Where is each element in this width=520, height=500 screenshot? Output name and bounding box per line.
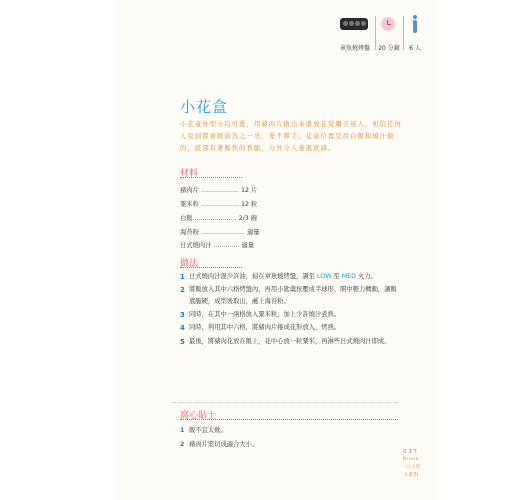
- step-text: [189, 271, 400, 283]
- header-divider: [403, 16, 404, 50]
- ingredients-underline: [180, 177, 242, 178]
- person-icon: [413, 15, 417, 33]
- book-title-line: 大派對: [403, 473, 419, 478]
- ingredient-dots: ...................: [198, 187, 239, 194]
- ingredient-item: [180, 213, 257, 222]
- method-step: [180, 309, 400, 321]
- ingredient-dots: ...................: [198, 201, 239, 208]
- tip-item: [180, 439, 258, 448]
- book-title-line: 一口小吃: [401, 465, 421, 470]
- clock-icon: [381, 17, 395, 31]
- step-number: 4: [180, 324, 185, 332]
- step-text: 將飯放入其中六格烤盤內，再用小匙羹按壓成半球形，開中輕力轉動，讓飯底脆硬，成型後取出，蘸上海苔粉。: [189, 286, 397, 305]
- ingredient-item: [180, 199, 257, 208]
- time-label: 20 分鐘: [378, 45, 400, 52]
- step-text: 最後，將豬肉花放在飯上，花中心放一粒粟米，再淋些日式燒肉汁即成。: [189, 338, 391, 345]
- tip-text: 豬肉片需切成適合大小。: [189, 441, 259, 448]
- ingredient-item: [180, 240, 254, 249]
- page-number: 037: [403, 449, 419, 455]
- time-info: [377, 14, 401, 54]
- pan-label: 章魚燒烤盤: [339, 45, 370, 52]
- ingredient-dots: ......................: [198, 229, 245, 236]
- method-step: [180, 322, 400, 334]
- ingredient-amount: 適量: [241, 242, 255, 249]
- step-number: 5: [180, 338, 185, 346]
- method-step: [180, 284, 400, 308]
- servings-info: [405, 14, 425, 54]
- low-heat-label: LOW: [316, 273, 332, 280]
- recipe-title: 小花盒: [180, 98, 229, 116]
- page-number-block: [400, 448, 422, 480]
- brand-label: Bruno: [403, 457, 419, 462]
- ingredient-dots: .............: [211, 242, 240, 249]
- ingredient-name: 粟米粒: [180, 201, 199, 208]
- ingredient-name: 豬肉片: [180, 187, 199, 194]
- ingredient-name: 白飯: [180, 215, 193, 222]
- ingredient-name: 日式燒肉汁: [180, 242, 212, 249]
- step-text: 同時，利用其中六格，將豬肉片捲成花形放入，烤熟。: [189, 324, 341, 331]
- step-text-part: 至: [331, 273, 342, 280]
- med-heat-label: MED: [341, 273, 356, 280]
- pan-info: [336, 14, 374, 54]
- step-text-part: 日式燒肉汁混少許油，掃在章魚燒烤盤，調至: [189, 273, 317, 280]
- ingredient-dots: ......................: [192, 215, 237, 222]
- recipe-intro: 小花盒外型小巧可愛，用豬肉片做出來盛放花兒購美迷人，相信任何人見到都會眼前為之一亮，愛不釋手。花盒位置是用白飯和燒汁做的，底部有著飯焦的香脆，分外令人垂涎欲滴。: [180, 121, 402, 152]
- servings-label: 6 人: [409, 45, 421, 52]
- tips-divider: [172, 402, 398, 403]
- step-number: 2: [180, 286, 185, 294]
- grill-pan-icon: [340, 18, 368, 30]
- ingredient-amount: 12 粒: [240, 201, 258, 208]
- method-step: [180, 336, 400, 348]
- method-underline: [180, 267, 242, 268]
- tip-item: [180, 425, 227, 434]
- step-text-part: 火力。: [356, 273, 377, 280]
- ingredient-item: [180, 227, 260, 236]
- step-number: 3: [180, 311, 185, 319]
- tip-text: 飯不宜太軟。: [189, 427, 227, 434]
- method-heading: 做法: [180, 259, 199, 269]
- header-divider: [375, 16, 376, 50]
- tip-number: 1: [180, 427, 185, 434]
- step-text: 同時，在其中一兩格放入粟米粒，加上少許燒汁煮熟。: [189, 311, 341, 318]
- tips-underline: [180, 419, 398, 420]
- tip-number: 2: [180, 441, 185, 448]
- ingredient-amount: 適量: [246, 229, 260, 236]
- ingredients-heading: 材料: [180, 169, 199, 179]
- tips-heading: 窩心貼士: [180, 411, 217, 421]
- ingredient-name: 海苔粉: [180, 229, 199, 236]
- ingredient-item: [180, 185, 257, 194]
- ingredient-amount: 12 片: [240, 187, 258, 194]
- method-step: [180, 271, 400, 283]
- ingredient-amount: 2/3 碗: [238, 215, 258, 222]
- step-number: 1: [180, 273, 185, 281]
- page-background: [116, 0, 436, 500]
